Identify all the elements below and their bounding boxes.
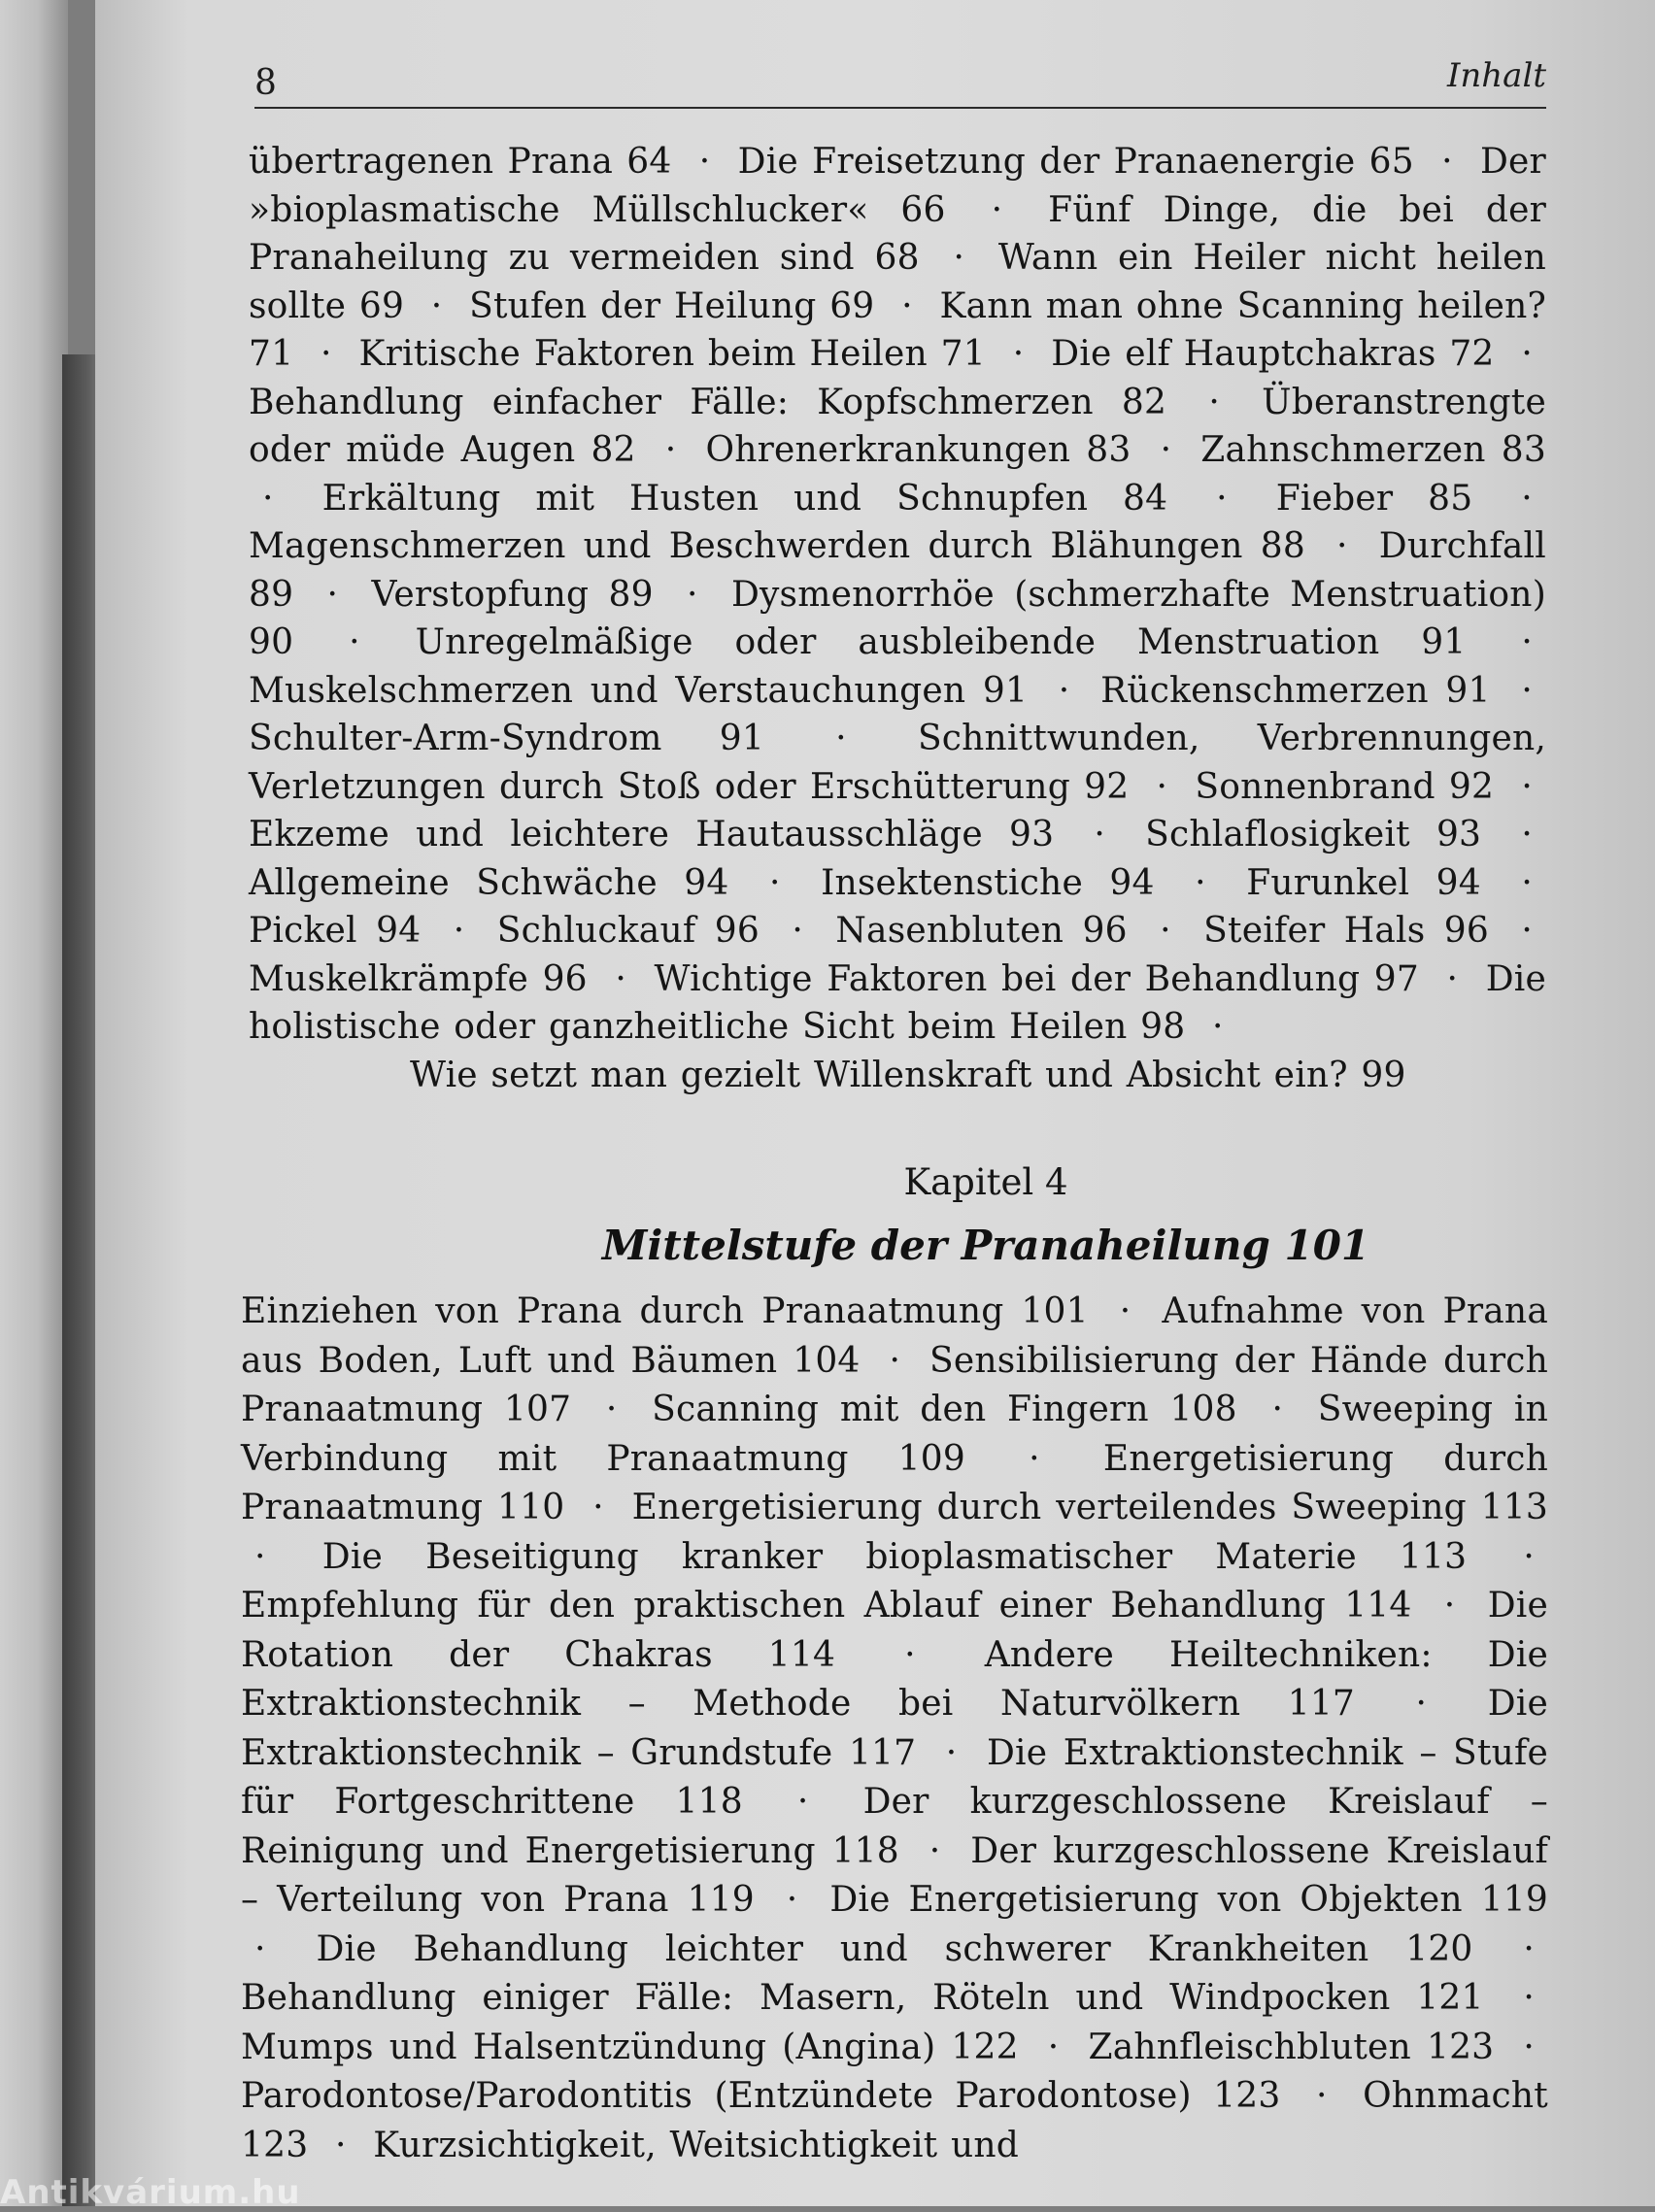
entry-separator: · — [991, 189, 1003, 230]
entry-separator: · — [904, 1634, 916, 1675]
entry-separator: · — [1156, 766, 1168, 807]
adjacent-page-edge — [0, 0, 68, 2206]
toc-entry: Kritische Faktoren beim Heilen 71 — [358, 334, 986, 374]
toc-entry: Dysmenorrhöe (schmerzhafte Menstruation) 90 — [249, 574, 1546, 662]
entry-separator: · — [768, 862, 781, 903]
toc-entry: Die Behandlung leichter und schwerer Krankheiten 120 — [316, 1928, 1473, 1969]
toc-entry: Schluckauf 96 — [496, 911, 760, 951]
toc-entry: Sensibilisierung der Hände durch Pranaatmung 107 — [241, 1340, 1548, 1429]
toc-entry: Wichtige Faktoren bei der Behandlung 97 — [654, 958, 1419, 999]
toc-entry: Kann man ohne Scanning heilen? 71 — [249, 285, 1547, 374]
toc-entry: Nasenbluten 96 — [835, 911, 1128, 951]
entry-separator: · — [1195, 862, 1206, 903]
toc-section-chapter-3 — [249, 138, 1546, 1099]
entry-separator: · — [929, 1830, 941, 1871]
toc-entry: Die holistische oder ganzheitliche Sicht beim Heilen 98 — [249, 958, 1546, 1047]
entry-separator: · — [953, 238, 965, 278]
toc-entry: Einziehen von Prana durch Pranaatmung 101 — [241, 1291, 1089, 1331]
toc-entry: Die Rotation der Chakras 114 — [241, 1586, 1548, 1675]
toc-entry: Aufnahme von Prana aus Boden, Luft und Bäumen 104 — [241, 1291, 1548, 1381]
toc-entry: Energetisierung durch Pranaatmung 110 — [241, 1438, 1548, 1527]
toc-entry: Allgemeine Schwäche 94 — [249, 862, 729, 903]
toc-entry: Muskelkrämpfe 96 — [249, 958, 588, 999]
toc-entry: Die Extraktionstechnik – Stufe für Fortgeschrittene 118 — [241, 1732, 1548, 1822]
entry-separator: · — [687, 574, 698, 615]
toc-entries — [249, 142, 1546, 1047]
entry-separator: · — [698, 142, 711, 182]
toc-entry: Überanstrengte oder müde Augen 82 — [249, 382, 1546, 470]
toc-entry: Die Extraktionstechnik – Grundstufe 117 — [241, 1684, 1548, 1773]
toc-entry: Ekzeme und leichtere Hautausschläge 93 — [249, 815, 1055, 855]
toc-entry: Verstopfung 89 — [371, 574, 654, 615]
toc-entry: Steifer Hals 96 — [1203, 911, 1489, 951]
entry-separator: · — [1523, 1536, 1535, 1577]
toc-entry: Sweeping in Verbindung mit Pranaatmung 109 — [241, 1390, 1548, 1479]
chapter-label: Kapitel 4 — [903, 1161, 1068, 1203]
toc-entry: Behandlung einiger Fälle: Masern, Röteln und Windpocken 121 — [241, 1978, 1484, 2018]
entry-separator: · — [321, 334, 332, 374]
toc-entry: Stufen der Heilung 69 — [469, 285, 875, 326]
entry-separator: · — [1047, 2027, 1060, 2067]
entry-separator: · — [1160, 430, 1172, 470]
toc-entry: Parodontose/Parodontitis (Entzündete Parodontose) 123 — [241, 2076, 1281, 2116]
toc-entry: Schlaflosigkeit 93 — [1145, 815, 1482, 855]
entry-separator: · — [1315, 2076, 1328, 2116]
chapter-title: Mittelstufe der Pranaheilung 101 — [601, 1222, 1370, 1269]
toc-entry: Insektenstiche 94 — [821, 862, 1155, 903]
toc-entry: Die Energetisierung von Objekten 119 — [829, 1880, 1548, 1920]
entry-separator: · — [1521, 670, 1533, 711]
toc-entry: Der kurzgeschlossene Kreislauf – Reinigung und Energetisierung 118 — [241, 1782, 1548, 1871]
page-number: 8 — [254, 63, 277, 103]
toc-entry: Empfehlung für den praktischen Ablauf einer Behandlung 114 — [241, 1586, 1412, 1625]
entry-separator: · — [1446, 958, 1459, 999]
toc-entry: Fünf Dinge, die bei der Pranaheilung zu vermeiden sind 68 — [249, 189, 1546, 278]
toc-entry: Schnittwunden, Verbrennungen, Verletzungen durch Stoß oder Erschütterung 92 — [249, 719, 1546, 807]
running-head: Inhalt — [1446, 56, 1546, 95]
watermark: Antikvárium.hu — [0, 2173, 301, 2212]
entry-separator: · — [592, 1488, 604, 1527]
entry-separator: · — [786, 1880, 798, 1920]
entry-separator: · — [453, 911, 465, 951]
entry-separator: · — [1012, 334, 1025, 374]
toc-entry: Wie setzt man gezielt Willenskraft und Absicht ein? 99 — [410, 1055, 1406, 1095]
entry-separator: · — [1521, 815, 1533, 855]
entry-separator: · — [430, 285, 443, 326]
toc-entry: Furunkel 94 — [1246, 862, 1481, 903]
toc-entry: Erkältung mit Husten und Schnupfen 84 — [321, 478, 1168, 519]
toc-entry: Kurzsichtigkeit, Weitsichtigkeit und — [373, 2125, 1019, 2165]
entry-separator: · — [1094, 815, 1106, 855]
entry-separator: · — [889, 1340, 901, 1381]
entry-separator: · — [254, 1928, 266, 1969]
toc-entry: Magenschmerzen und Beschwerden durch Blähungen 88 — [249, 526, 1305, 566]
entry-separator: · — [1208, 382, 1220, 422]
toc-entry: Ohrenerkrankungen 83 — [705, 430, 1131, 470]
toc-entries — [241, 1291, 1548, 2165]
entry-separator: · — [796, 1782, 809, 1822]
entry-separator: · — [1336, 526, 1348, 566]
entry-separator: · — [945, 1732, 958, 1773]
entry-separator: · — [334, 2125, 347, 2165]
toc-entry: Die elf Hauptchakras 72 — [1051, 334, 1495, 374]
entry-separator: · — [1441, 142, 1453, 182]
entry-separator: · — [1058, 670, 1070, 711]
entry-separator: · — [1443, 1586, 1456, 1625]
entry-separator: · — [1160, 911, 1171, 951]
entry-separator: · — [664, 430, 677, 470]
toc-entry: Die Beseitigung kranker bioplasmatischer Materie 113 — [321, 1536, 1468, 1577]
entry-separator: · — [1521, 862, 1533, 903]
toc-entry: Scanning mit den Fingern 108 — [652, 1390, 1237, 1429]
toc-entry: Rückenschmerzen 91 — [1100, 670, 1491, 711]
toc-entry: Unregelmäßige oder ausbleibende Menstruation 91 — [415, 622, 1467, 662]
page-header — [254, 50, 1546, 109]
toc-entry: Sonnenbrand 92 — [1195, 766, 1495, 807]
toc-entry: Ohnmacht 123 — [241, 2076, 1548, 2165]
toc-entry: Muskelschmerzen und Verstauchungen 91 — [249, 670, 1029, 711]
toc-entry: Mumps und Halsentzündung (Angina) 122 — [241, 2027, 1019, 2067]
entry-separator: · — [835, 719, 847, 758]
entry-separator: · — [254, 1536, 266, 1577]
entry-separator: · — [1212, 1007, 1224, 1047]
entry-separator: · — [901, 285, 913, 326]
toc-entry: Die Freisetzung der Pranaenergie 65 — [737, 142, 1414, 182]
entry-separator: · — [1271, 1390, 1284, 1429]
toc-entry: Schulter-Arm-Syndrom 91 — [249, 719, 764, 758]
entry-separator: · — [1119, 1291, 1131, 1331]
entry-separator: · — [262, 478, 274, 519]
entry-separator: · — [326, 574, 339, 615]
entry-separator: · — [349, 622, 360, 662]
entry-separator: · — [1521, 478, 1533, 519]
book-spine-shadow — [62, 354, 97, 2206]
header-rule — [254, 107, 1546, 109]
toc-entry: Fieber 85 — [1275, 478, 1473, 519]
entry-separator: · — [792, 911, 803, 951]
entry-separator: · — [1523, 2027, 1536, 2067]
entry-separator: · — [1521, 766, 1533, 807]
entry-separator: · — [1521, 911, 1533, 951]
toc-entry: Durchfall 89 — [249, 526, 1546, 615]
entry-separator: · — [615, 958, 626, 999]
toc-section-chapter-4 — [241, 1288, 1548, 2170]
entry-separator: · — [1029, 1438, 1040, 1479]
entry-separator: · — [605, 1390, 618, 1429]
entry-separator: · — [1523, 1928, 1535, 1969]
toc-entry: Der kurzgeschlossene Kreislauf – Verteilung von Prana 119 — [241, 1830, 1548, 1920]
toc-entry: Zahnschmerzen 83 — [1200, 430, 1546, 470]
entry-separator: · — [1216, 478, 1228, 519]
entry-separator: · — [1523, 1978, 1535, 2018]
entry-separator: · — [1415, 1684, 1428, 1724]
entry-separator: · — [1521, 334, 1534, 374]
toc-entry: Wann ein Heiler nicht heilen sollte 69 — [249, 238, 1546, 326]
toc-entry: Andere Heiltechniken: Die Extraktionstechnik – Methode bei Naturvölkern 117 — [241, 1634, 1548, 1724]
toc-entry: Pickel 94 — [249, 911, 422, 951]
toc-entry: Der »bioplasmatische Müllschlucker« 66 — [249, 142, 1546, 230]
toc-entry: übertragenen Prana 64 — [249, 142, 672, 182]
toc-entry: Behandlung einfacher Fälle: Kopfschmerzen 82 — [249, 382, 1167, 422]
toc-entry: Energetisierung durch verteilendes Sweeping 113 — [631, 1488, 1548, 1527]
entry-separator: · — [1521, 622, 1533, 662]
toc-entry: Zahnfleischbluten 123 — [1088, 2027, 1495, 2067]
